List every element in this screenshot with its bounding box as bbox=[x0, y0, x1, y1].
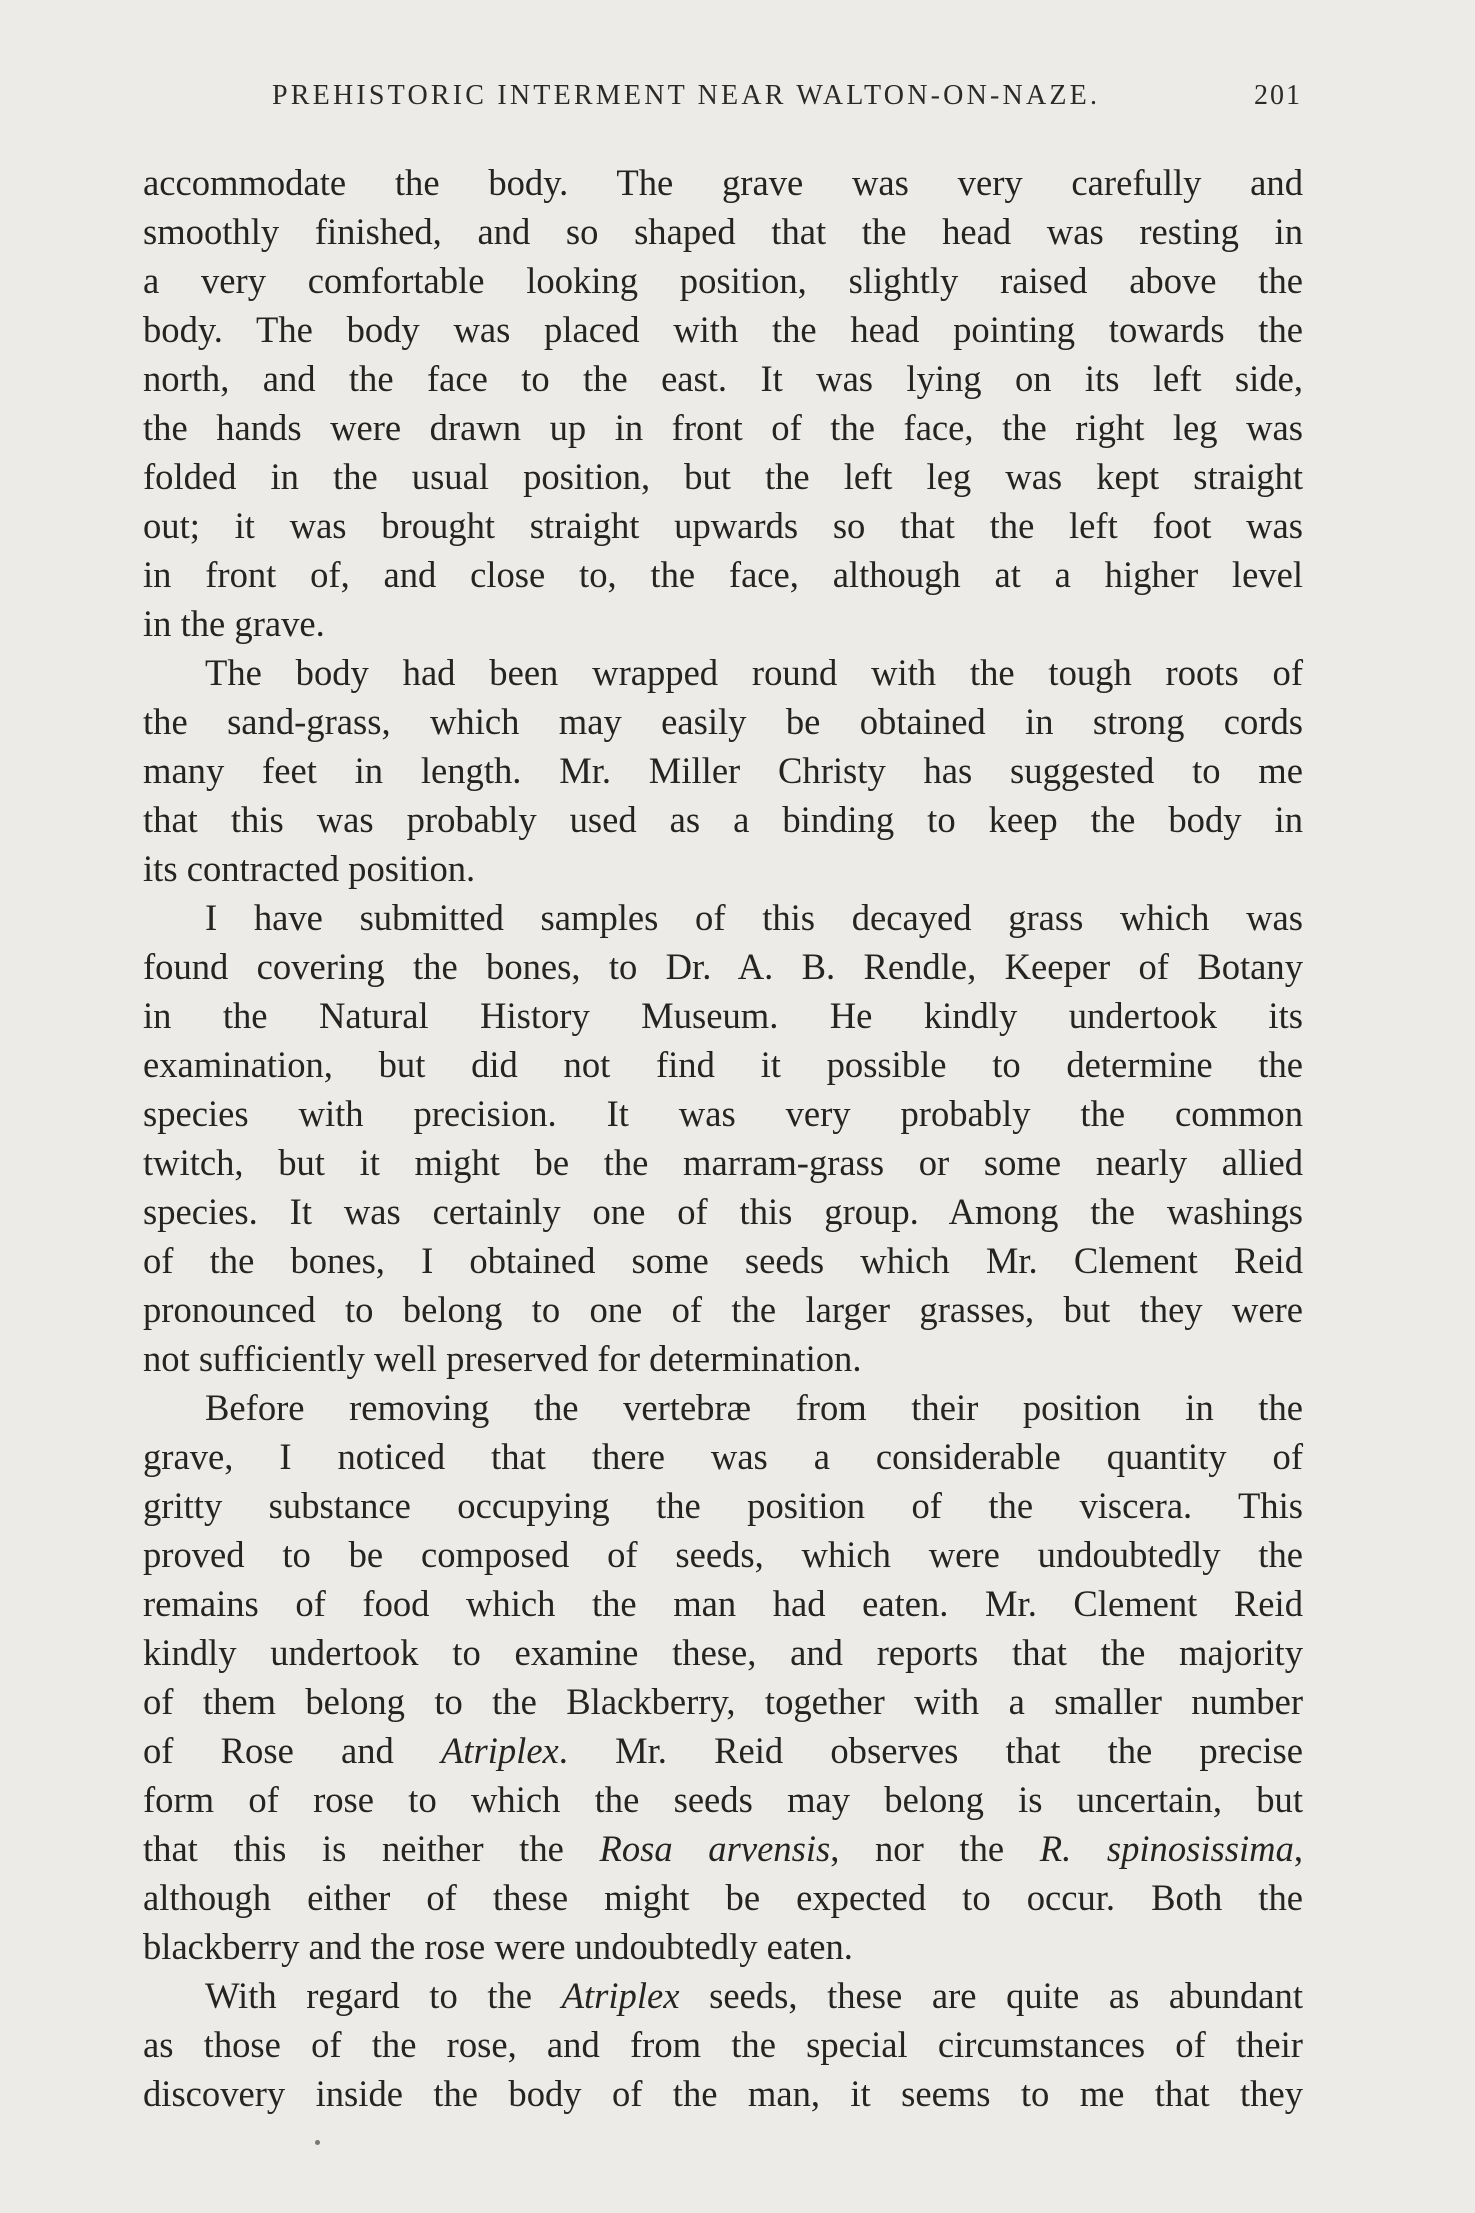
italic-term: R. spinosissima bbox=[1039, 1828, 1294, 1869]
text-line: smoothly finished, and so shaped that the head was resting in bbox=[143, 211, 1303, 252]
text-line: I have submitted samples of this decayed grass which was bbox=[205, 897, 1303, 938]
text-line: blackberry and the rose were undoubtedly eaten. bbox=[143, 1926, 853, 1967]
running-head bbox=[272, 80, 1302, 120]
text-line: The body had been wrapped round with the tough roots of bbox=[205, 652, 1303, 693]
text-line: gritty substance occupying the position of the viscera. This bbox=[143, 1485, 1303, 1526]
page-number: 201 bbox=[1254, 80, 1302, 111]
text-line: north, and the face to the east. It was lying on its left side, bbox=[143, 358, 1303, 399]
text-line: a very comfortable looking position, slightly raised above the bbox=[143, 260, 1303, 301]
text-line: discovery inside the body of the man, it seems to me that they bbox=[143, 2073, 1303, 2114]
body-text bbox=[143, 158, 1303, 2118]
text-line: in the grave. bbox=[143, 603, 325, 644]
text-line: accommodate the body. The grave was very carefully and bbox=[143, 162, 1303, 203]
text-line: form of rose to which the seeds may belong is uncertain, but bbox=[143, 1779, 1303, 1820]
text-line: not sufficiently well preserved for determination. bbox=[143, 1338, 862, 1379]
text-line: the hands were drawn up in front of the face, the right leg was bbox=[143, 407, 1303, 448]
text-line: species with precision. It was very probably the common bbox=[143, 1093, 1303, 1134]
text-line: found covering the bones, to Dr. A. B. Rendle, Keeper of Botany bbox=[143, 946, 1303, 987]
text-line: the sand-grass, which may easily be obtained in strong cords bbox=[143, 701, 1303, 742]
text-line: of them belong to the Blackberry, together with a smaller number bbox=[143, 1681, 1303, 1722]
text-line: that this was probably used as a binding to keep the body in bbox=[143, 799, 1303, 840]
text-line: its contracted position. bbox=[143, 848, 476, 889]
text-line: body. The body was placed with the head pointing towards the bbox=[143, 309, 1303, 350]
paragraph bbox=[143, 1971, 1303, 2118]
text-line: of the bones, I obtained some seeds which Mr. Clement Reid bbox=[143, 1240, 1303, 1281]
text-line: out; it was brought straight upwards so that the left foot was bbox=[143, 505, 1303, 546]
text-line: proved to be composed of seeds, which were undoubtedly the bbox=[143, 1534, 1303, 1575]
paragraph bbox=[143, 648, 1303, 893]
paragraph bbox=[143, 158, 1303, 648]
text-line: remains of food which the man had eaten. Mr. Clement Reid bbox=[143, 1583, 1303, 1624]
text-line: species. It was certainly one of this group. Among the washings bbox=[143, 1191, 1303, 1232]
text-line: that this is neither the Rosa arvensis, nor the R. spinosissima, bbox=[143, 1828, 1304, 1869]
text-line: as those of the rose, and from the special circumstances of their bbox=[143, 2024, 1303, 2065]
text-line: With regard to the Atriplex seeds, these are quite as abundant bbox=[205, 1975, 1303, 2016]
text-line: Before removing the vertebræ from their position in the bbox=[205, 1387, 1303, 1428]
text-line: kindly undertook to examine these, and reports that the majority bbox=[143, 1632, 1303, 1673]
text-line: although either of these might be expected to occur. Both the bbox=[143, 1877, 1303, 1918]
text-line: examination, but did not find it possible to determine the bbox=[143, 1044, 1303, 1085]
text-line: in front of, and close to, the face, although at a higher level bbox=[143, 554, 1303, 595]
text-line: twitch, but it might be the marram-grass or some nearly allied bbox=[143, 1142, 1303, 1183]
running-head-title: PREHISTORIC INTERMENT NEAR WALTON-ON-NAZE. bbox=[272, 80, 1101, 111]
print-speck bbox=[315, 2140, 320, 2145]
text-line: of Rose and Atriplex. Mr. Reid observes that the precise bbox=[143, 1730, 1303, 1771]
text-line: in the Natural History Museum. He kindly undertook its bbox=[143, 995, 1303, 1036]
paragraph bbox=[143, 893, 1303, 1383]
italic-term: Atriplex bbox=[561, 1975, 680, 2016]
text-line: pronounced to belong to one of the larger grasses, but they were bbox=[143, 1289, 1303, 1330]
paragraph bbox=[143, 1383, 1303, 1971]
italic-term: Rosa arvensis bbox=[599, 1828, 831, 1869]
text-line: many feet in length. Mr. Miller Christy has suggested to me bbox=[143, 750, 1303, 791]
italic-term: Atriplex bbox=[440, 1730, 559, 1771]
text-line: grave, I noticed that there was a considerable quantity of bbox=[143, 1436, 1303, 1477]
text-line: folded in the usual position, but the left leg was kept straight bbox=[143, 456, 1303, 497]
